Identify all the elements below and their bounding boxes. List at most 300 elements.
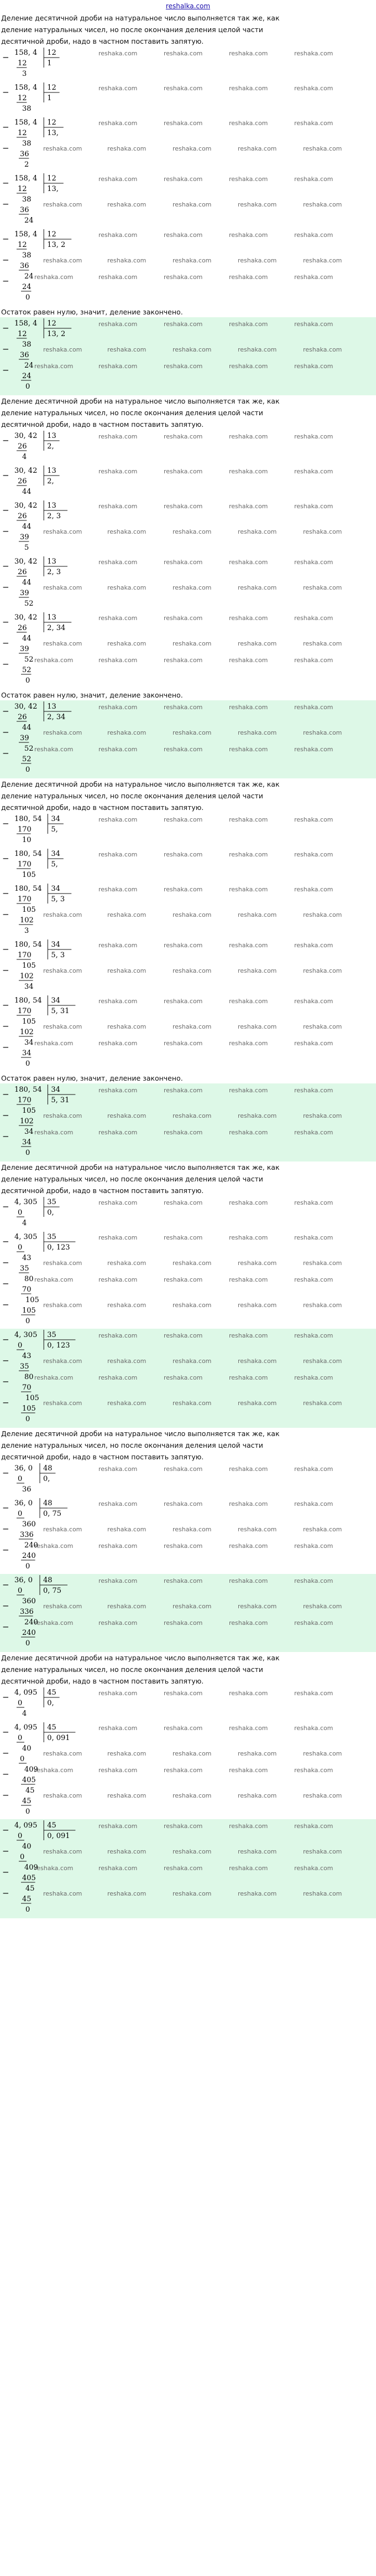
- minus-sign: −: [2, 1503, 9, 1513]
- watermark-text: reshaka.com: [303, 1259, 342, 1267]
- watermark-text: reshaka.com: [98, 657, 138, 664]
- quotient: 5, 31: [51, 1007, 70, 1015]
- final-answer-block: [0, 317, 376, 395]
- divisor: 35: [47, 1198, 56, 1206]
- subtraction-value: 36: [20, 150, 29, 158]
- quotient: 1: [47, 94, 52, 102]
- remainder-value: 0: [25, 383, 30, 391]
- watermark-text: reshaka.com: [303, 145, 342, 152]
- watermark-text: reshaka.com: [229, 998, 268, 1005]
- minus-sign: −: [2, 470, 9, 481]
- minus-sign: −: [2, 1257, 9, 1268]
- watermark-text: reshaka.com: [98, 433, 138, 440]
- quotient: 5, 31: [51, 1096, 70, 1104]
- subtraction-value: 12: [18, 330, 27, 338]
- watermark-text: reshaka.com: [303, 584, 342, 591]
- subtraction-value: 105: [22, 1107, 36, 1115]
- watermark-text: reshaka.com: [34, 1767, 74, 1774]
- minus-sign: −: [2, 727, 9, 737]
- watermark-text: reshaka.com: [294, 175, 333, 183]
- remainder-value: 0: [25, 766, 30, 774]
- watermark-text: reshaka.com: [98, 50, 138, 57]
- minus-sign: −: [2, 748, 9, 758]
- divisor: 34: [51, 885, 60, 893]
- watermark-text: reshaka.com: [229, 1332, 268, 1339]
- minus-sign: −: [2, 1334, 9, 1345]
- watermark-text: reshaka.com: [107, 1792, 147, 1799]
- watermark-text: reshaka.com: [294, 1276, 333, 1283]
- watermark-text: reshaka.com: [98, 120, 138, 127]
- rule-text: деление натуральных чисел, но после окончания деления целой части: [1, 1665, 263, 1674]
- watermark-text: reshaka.com: [294, 1234, 333, 1241]
- dividend: 158, 4: [14, 230, 38, 239]
- minus-sign: −: [2, 1236, 9, 1247]
- watermark-text: reshaka.com: [303, 201, 342, 208]
- rule-text: Деление десятичной дроби на натуральное число выполняется так же, как: [1, 397, 280, 405]
- watermark-text: reshaka.com: [294, 1500, 333, 1508]
- minus-sign: −: [2, 52, 9, 63]
- watermark-text: reshaka.com: [164, 559, 203, 566]
- divisor: 12: [47, 49, 56, 57]
- quotient: 5, 3: [51, 895, 65, 904]
- site-link[interactable]: reshalka.com: [165, 2, 211, 10]
- dividend: 180, 54: [14, 1086, 42, 1094]
- long-division-step: [0, 1686, 376, 1721]
- watermark-text: reshaka.com: [303, 1023, 342, 1030]
- final-division: [0, 1819, 376, 1917]
- minus-sign: −: [2, 1790, 9, 1800]
- subtraction-value: 26: [18, 624, 27, 632]
- watermark-text: reshaka.com: [164, 1040, 203, 1047]
- remainder-value: 24: [24, 216, 34, 225]
- subtraction-value: 39: [20, 533, 29, 541]
- watermark-text: reshaka.com: [294, 433, 333, 440]
- watermark-text: reshaka.com: [43, 640, 82, 647]
- watermark-text: reshaka.com: [107, 729, 147, 736]
- watermark-text: reshaka.com: [164, 1129, 203, 1136]
- long-division-step: [0, 813, 376, 848]
- quotient: 2,: [47, 477, 54, 486]
- watermark-text: reshaka.com: [294, 231, 333, 239]
- long-division-step: [0, 994, 376, 1071]
- subtraction-value: 52: [22, 666, 32, 674]
- watermark-text: reshaka.com: [98, 175, 138, 183]
- watermark-text: reshaka.com: [294, 998, 333, 1005]
- watermark-text: reshaka.com: [303, 257, 342, 264]
- subtraction-value: 0: [18, 1832, 23, 1840]
- quotient: 0, 091: [47, 1734, 70, 1742]
- remainder-value: 4: [22, 1219, 27, 1227]
- watermark-text: reshaka.com: [238, 1357, 277, 1365]
- long-division-step: [0, 848, 376, 882]
- watermark-text: reshaka.com: [98, 1577, 138, 1584]
- minus-sign: −: [2, 818, 9, 829]
- minus-sign: −: [2, 276, 9, 286]
- watermark-text: reshaka.com: [43, 1357, 82, 1365]
- subtraction-value: 0: [18, 1734, 23, 1742]
- watermark-text: reshaka.com: [107, 1848, 147, 1855]
- remainder-value: 0: [25, 677, 30, 685]
- watermark-text: reshaka.com: [303, 1792, 342, 1799]
- watermark-text: reshaka.com: [229, 120, 268, 127]
- long-division-step: [0, 47, 376, 81]
- watermark-text: reshaka.com: [34, 1276, 74, 1283]
- watermark-text: reshaka.com: [229, 1823, 268, 1830]
- subtraction-value: 40: [22, 1842, 32, 1851]
- watermark-text: reshaka.com: [43, 1023, 82, 1030]
- watermark-text: reshaka.com: [294, 363, 333, 370]
- minus-sign: −: [2, 1601, 9, 1611]
- remainder-value: 52: [24, 600, 34, 608]
- watermark-text: reshaka.com: [43, 1848, 82, 1855]
- watermark-text: reshaka.com: [107, 967, 147, 974]
- divisor: 34: [51, 815, 60, 823]
- watermark-text: reshaka.com: [238, 729, 277, 736]
- watermark-text: reshaka.com: [238, 1526, 277, 1533]
- watermark-text: reshaka.com: [43, 911, 82, 918]
- minus-sign: −: [2, 1000, 9, 1010]
- quotient: 2, 34: [47, 624, 66, 632]
- subtraction-value: 34: [22, 1049, 32, 1057]
- watermark-text: reshaka.com: [238, 1259, 277, 1267]
- rule-text: деление натуральных чисел, но после окончания деления целой части: [1, 792, 263, 800]
- watermark-text: reshaka.com: [229, 1767, 268, 1774]
- divisor: 12: [47, 84, 56, 92]
- watermark-text: reshaka.com: [294, 851, 333, 858]
- watermark-text: reshaka.com: [229, 50, 268, 57]
- dividend: 180, 54: [14, 885, 42, 893]
- watermark-text: reshaka.com: [173, 1848, 212, 1855]
- watermark-text: reshaka.com: [303, 967, 342, 974]
- minus-sign: −: [2, 1131, 9, 1142]
- subtraction-value: 45: [25, 1787, 35, 1795]
- watermark-text: reshaka.com: [238, 967, 277, 974]
- watermark-text: reshaka.com: [229, 851, 268, 858]
- long-division-step: [0, 228, 376, 305]
- subtraction-value: 36: [20, 351, 29, 359]
- subtraction-value: 24: [22, 372, 32, 380]
- watermark-text: reshaka.com: [164, 273, 203, 281]
- rule-text: деление натуральных чисел, но после окончания деления целой части: [1, 409, 263, 417]
- minus-sign: −: [2, 909, 9, 920]
- conclusion-text: Остаток равен нулю, значит, деление закончено.: [1, 691, 183, 699]
- dividend: 30, 42: [14, 557, 38, 566]
- minus-sign: −: [2, 1089, 9, 1099]
- subtraction-value: 0: [18, 1475, 23, 1483]
- watermark-text: reshaka.com: [294, 1374, 333, 1381]
- watermark-text: reshaka.com: [173, 1890, 212, 1897]
- watermark-text: reshaka.com: [294, 85, 333, 92]
- watermark-text: reshaka.com: [164, 1865, 203, 1872]
- final-answer-block: [0, 1819, 376, 1918]
- watermark-text: reshaka.com: [173, 528, 212, 535]
- watermark-text: reshaka.com: [107, 640, 147, 647]
- division-section: [0, 1161, 376, 1329]
- quotient: 0, 75: [43, 1587, 62, 1595]
- watermark-text: reshaka.com: [98, 1725, 138, 1732]
- divisor: 48: [43, 1576, 53, 1584]
- subtraction-value: 336: [20, 1531, 34, 1539]
- divisor: 34: [51, 1086, 60, 1094]
- minus-sign: −: [2, 1692, 9, 1702]
- subtraction-value: 102: [20, 1117, 34, 1126]
- watermark-text: reshaka.com: [43, 1302, 82, 1309]
- watermark-text: reshaka.com: [303, 1302, 342, 1309]
- watermark-text: reshaka.com: [303, 1526, 342, 1533]
- subtraction-value: 405: [22, 1874, 36, 1882]
- watermark-text: reshaka.com: [229, 85, 268, 92]
- subtraction-value: 105: [22, 962, 36, 970]
- rule-text: деление натуральных чисел, но после окончания деления целой части: [1, 1441, 263, 1449]
- quotient: 2, 3: [47, 512, 61, 520]
- subtraction-value: 26: [18, 713, 27, 721]
- divisor: 12: [47, 230, 56, 239]
- watermark-text: reshaka.com: [294, 1619, 333, 1627]
- watermark-text: reshaka.com: [238, 201, 277, 208]
- watermark-text: reshaka.com: [34, 1619, 74, 1627]
- subtraction-value: 105: [22, 1405, 36, 1413]
- subtraction-value: 105: [22, 1307, 36, 1315]
- watermark-text: reshaka.com: [164, 1577, 203, 1584]
- subtraction-value: 26: [18, 512, 27, 520]
- minus-sign: −: [2, 255, 9, 265]
- minus-sign: −: [2, 659, 9, 669]
- rule-text: деление натуральных чисел, но после окончания деления целой части: [1, 1175, 263, 1183]
- rule-text: Деление десятичной дроби на натуральное число выполняется так же, как: [1, 14, 280, 22]
- watermark-text: reshaka.com: [43, 1792, 82, 1799]
- subtraction-value: 409: [24, 1863, 38, 1872]
- remainder-value: 10: [22, 836, 32, 844]
- divisor: 45: [47, 1821, 56, 1830]
- long-division-step: [0, 172, 376, 228]
- rule-text: деление натуральных чисел, но после окончания деления целой части: [1, 25, 263, 34]
- watermark-text: reshaka.com: [229, 1500, 268, 1508]
- watermark-text: reshaka.com: [294, 1823, 333, 1830]
- subtraction-value: 105: [22, 1018, 36, 1026]
- rule-text: десятичной дроби, надо в частном поставить запятую.: [1, 37, 204, 45]
- divisor: 12: [47, 319, 56, 328]
- watermark-text: reshaka.com: [238, 1848, 277, 1855]
- remainder-value: 2: [24, 161, 29, 169]
- watermark-text: reshaka.com: [107, 528, 147, 535]
- subtraction-value: 45: [22, 1895, 32, 1903]
- watermark-text: reshaka.com: [294, 559, 333, 566]
- watermark-text: reshaka.com: [238, 1302, 277, 1309]
- watermark-text: reshaka.com: [294, 886, 333, 893]
- remainder-value: 44: [22, 488, 32, 496]
- watermark-text: reshaka.com: [107, 1112, 147, 1119]
- subtraction-value: 44: [22, 579, 32, 587]
- remainder-value: 36: [22, 1485, 32, 1494]
- subtraction-value: 70: [22, 1286, 32, 1294]
- subtraction-value: 34: [22, 1138, 32, 1147]
- watermark-text: reshaka.com: [294, 657, 333, 664]
- long-division-step: [0, 1231, 376, 1329]
- divisor: 13: [47, 613, 56, 622]
- watermark-text: reshaka.com: [229, 942, 268, 949]
- watermark-text: reshaka.com: [294, 615, 333, 622]
- dividend: 180, 54: [14, 815, 42, 823]
- watermark-text: reshaka.com: [294, 1129, 333, 1136]
- watermark-text: reshaka.com: [98, 85, 138, 92]
- watermark-text: reshaka.com: [164, 85, 203, 92]
- watermark-text: reshaka.com: [43, 1259, 82, 1267]
- divisor: 48: [43, 1499, 53, 1508]
- watermark-text: reshaka.com: [98, 746, 138, 753]
- subtraction-value: 44: [22, 724, 32, 732]
- final-division: [0, 317, 376, 394]
- watermark-text: reshaka.com: [294, 1332, 333, 1339]
- minus-sign: −: [2, 1622, 9, 1632]
- watermark-text: reshaka.com: [229, 816, 268, 823]
- quotient: 2, 34: [47, 713, 66, 721]
- watermark-text: reshaka.com: [98, 998, 138, 1005]
- minus-sign: −: [2, 1110, 9, 1121]
- watermark-text: reshaka.com: [303, 1603, 342, 1610]
- minus-sign: −: [2, 561, 9, 571]
- watermark-text: reshaka.com: [229, 1619, 268, 1627]
- watermark-text: reshaka.com: [294, 1725, 333, 1732]
- watermark-text: reshaka.com: [107, 1603, 147, 1610]
- watermark-text: reshaka.com: [229, 657, 268, 664]
- subtraction-value: 39: [20, 589, 29, 597]
- watermark-text: reshaka.com: [164, 50, 203, 57]
- subtraction-value: 409: [24, 1765, 38, 1774]
- minus-sign: −: [2, 344, 9, 354]
- watermark-text: reshaka.com: [98, 231, 138, 239]
- watermark-text: reshaka.com: [98, 1040, 138, 1047]
- watermark-text: reshaka.com: [164, 1690, 203, 1697]
- quotient: 13,: [47, 129, 59, 137]
- subtraction-value: 360: [22, 1520, 36, 1529]
- minus-sign: −: [2, 944, 9, 954]
- dividend: 158, 4: [14, 84, 38, 92]
- divisor: 13: [47, 432, 56, 440]
- watermark-text: reshaka.com: [164, 1725, 203, 1732]
- subtraction-value: 80: [24, 1373, 34, 1381]
- watermark-text: reshaka.com: [43, 967, 82, 974]
- divisor: 12: [47, 174, 56, 183]
- minus-sign: −: [2, 1201, 9, 1212]
- dividend: 180, 54: [14, 997, 42, 1005]
- dividend: 30, 42: [14, 502, 38, 510]
- watermark-text: reshaka.com: [229, 886, 268, 893]
- subtraction-value: 102: [20, 916, 34, 925]
- subtraction-value: 105: [25, 1394, 39, 1402]
- watermark-text: reshaka.com: [173, 145, 212, 152]
- subtraction-value: 44: [22, 634, 32, 643]
- minus-sign: −: [2, 505, 9, 515]
- watermark-text: reshaka.com: [98, 1234, 138, 1241]
- watermark-text: reshaka.com: [238, 1112, 277, 1119]
- division-section: [0, 395, 376, 700]
- minus-sign: −: [2, 122, 9, 132]
- watermark-text: reshaka.com: [164, 1199, 203, 1206]
- watermark-text: reshaka.com: [173, 1023, 212, 1030]
- watermark-text: reshaka.com: [107, 911, 147, 918]
- watermark-text: reshaka.com: [98, 1865, 138, 1872]
- watermark-text: reshaka.com: [98, 816, 138, 823]
- remainder-value: 0: [25, 1639, 30, 1648]
- subtraction-value: 80: [24, 1275, 34, 1283]
- long-division-step: [0, 555, 376, 611]
- minus-sign: −: [2, 638, 9, 648]
- subtraction-value: 44: [22, 523, 32, 531]
- minus-sign: −: [2, 199, 9, 209]
- watermark-text: reshaka.com: [164, 1087, 203, 1094]
- watermark-text: reshaka.com: [173, 1750, 212, 1757]
- subtraction-value: 35: [20, 1264, 29, 1273]
- watermark-text: reshaka.com: [164, 321, 203, 328]
- long-division-step: [0, 1462, 376, 1497]
- watermark-text: reshaka.com: [98, 1129, 138, 1136]
- watermark-text: reshaka.com: [229, 363, 268, 370]
- subtraction-value: 40: [22, 1744, 32, 1753]
- watermark-text: reshaka.com: [98, 559, 138, 566]
- watermark-text: reshaka.com: [303, 1848, 342, 1855]
- quotient: 0,: [47, 1699, 54, 1707]
- dividend: 4, 095: [14, 1689, 38, 1697]
- subtraction-value: 170: [18, 895, 32, 904]
- quotient: 5,: [51, 825, 58, 834]
- dividend: 36, 0: [14, 1464, 33, 1473]
- watermark-text: reshaka.com: [43, 1750, 82, 1757]
- subtraction-value: 24: [24, 272, 34, 281]
- watermark-text: reshaka.com: [164, 942, 203, 949]
- watermark-text: reshaka.com: [303, 1750, 342, 1757]
- divisor: 13: [47, 557, 56, 566]
- subtraction-value: 170: [18, 860, 32, 869]
- watermark-text: reshaka.com: [229, 1725, 268, 1732]
- final-division: [0, 1329, 376, 1427]
- watermark-text: reshaka.com: [294, 704, 333, 711]
- subtraction-value: 0: [18, 1243, 23, 1252]
- rule-text: Деление десятичной дроби на натуральное число выполняется так же, как: [1, 780, 280, 788]
- subtraction-value: 102: [20, 972, 34, 980]
- watermark-text: reshaka.com: [229, 746, 268, 753]
- watermark-text: reshaka.com: [238, 346, 277, 353]
- watermark-text: reshaka.com: [98, 1374, 138, 1381]
- quotient: 5,: [51, 860, 58, 869]
- watermark-text: reshaka.com: [34, 1542, 74, 1550]
- subtraction-value: 170: [18, 1007, 32, 1015]
- watermark-text: reshaka.com: [238, 1890, 277, 1897]
- divisor: 34: [51, 941, 60, 949]
- watermark-text: reshaka.com: [164, 1374, 203, 1381]
- watermark-text: reshaka.com: [229, 1374, 268, 1381]
- watermark-text: reshaka.com: [107, 1526, 147, 1533]
- watermark-text: reshaka.com: [98, 851, 138, 858]
- watermark-text: reshaka.com: [43, 201, 82, 208]
- minus-sign: −: [2, 1299, 9, 1310]
- divisor: 34: [51, 997, 60, 1005]
- subtraction-value: 26: [18, 477, 27, 486]
- subtraction-value: 170: [18, 1096, 32, 1104]
- watermark-text: reshaka.com: [173, 1357, 212, 1365]
- minus-sign: −: [2, 365, 9, 375]
- remainder-value: 3: [24, 927, 29, 935]
- watermark-text: reshaka.com: [164, 120, 203, 127]
- long-division-step: [0, 81, 376, 116]
- watermark-text: reshaka.com: [107, 346, 147, 353]
- watermark-text: reshaka.com: [98, 468, 138, 475]
- subtraction-value: 12: [18, 59, 27, 68]
- watermark-text: reshaka.com: [98, 503, 138, 510]
- watermark-text: reshaka.com: [164, 1465, 203, 1473]
- watermark-text: reshaka.com: [229, 433, 268, 440]
- watermark-text: reshaka.com: [238, 640, 277, 647]
- division-section: [0, 778, 376, 1083]
